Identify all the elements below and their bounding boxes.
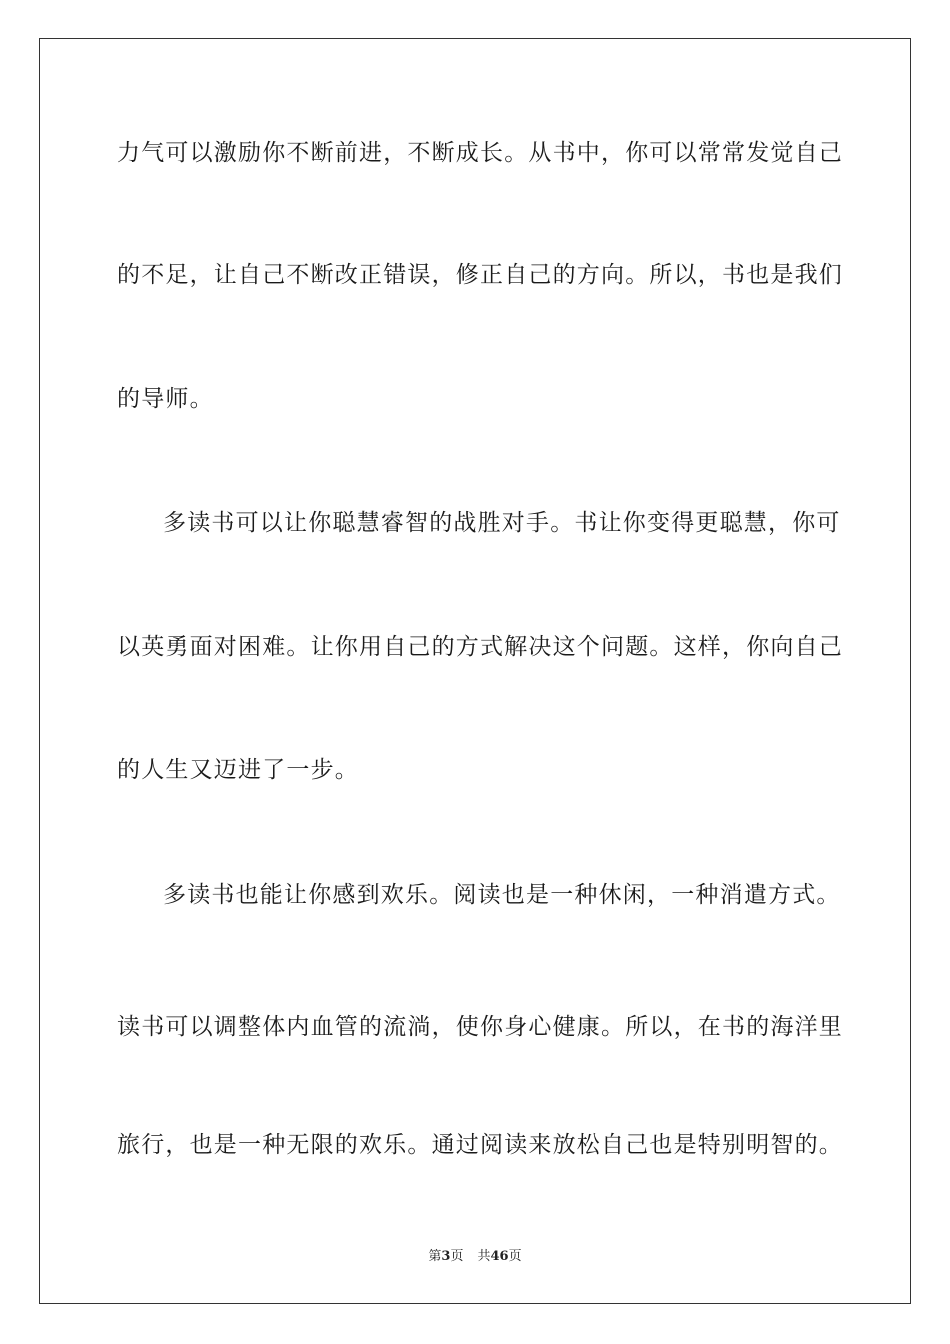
body-text-line: 旅行，也是一种无限的欢乐。通过阅读来放松自己也是特别明智的。 [117, 1132, 843, 1158]
paragraph-first-line: 多读书可以让你聪慧睿智的战胜对手。书让你变得更聪慧，你可 [163, 510, 841, 536]
footer-page-suffix: 页 [450, 1249, 464, 1264]
body-text-line: 的人生又迈进了一步。 [117, 757, 359, 783]
page-footer [0, 1248, 950, 1266]
footer-page-prefix: 第 [428, 1249, 442, 1264]
footer-total-prefix: 共 [477, 1249, 491, 1264]
body-text-line: 以英勇面对困难。让你用自己的方式解决这个问题。这样，你向自己 [117, 634, 843, 660]
footer-page-current: 3 [441, 1249, 451, 1264]
footer-page-total: 46 [490, 1249, 509, 1264]
page-frame [39, 38, 911, 1304]
paragraph-first-line: 多读书也能让你感到欢乐。阅读也是一种休闲，一种消遣方式。 [163, 882, 841, 908]
footer-total-suffix: 页 [508, 1249, 522, 1264]
body-text-line: 的导师。 [117, 386, 214, 412]
body-text-line: 的不足，让自己不断改正错误，修正自己的方向。所以，书也是我们 [117, 262, 843, 288]
body-text-line: 读书可以调整体内血管的流淌，使你身心健康。所以，在书的海洋里 [117, 1014, 843, 1040]
body-text-line: 力气可以激励你不断前进，不断成长。从书中，你可以常常发觉自己 [117, 140, 843, 166]
